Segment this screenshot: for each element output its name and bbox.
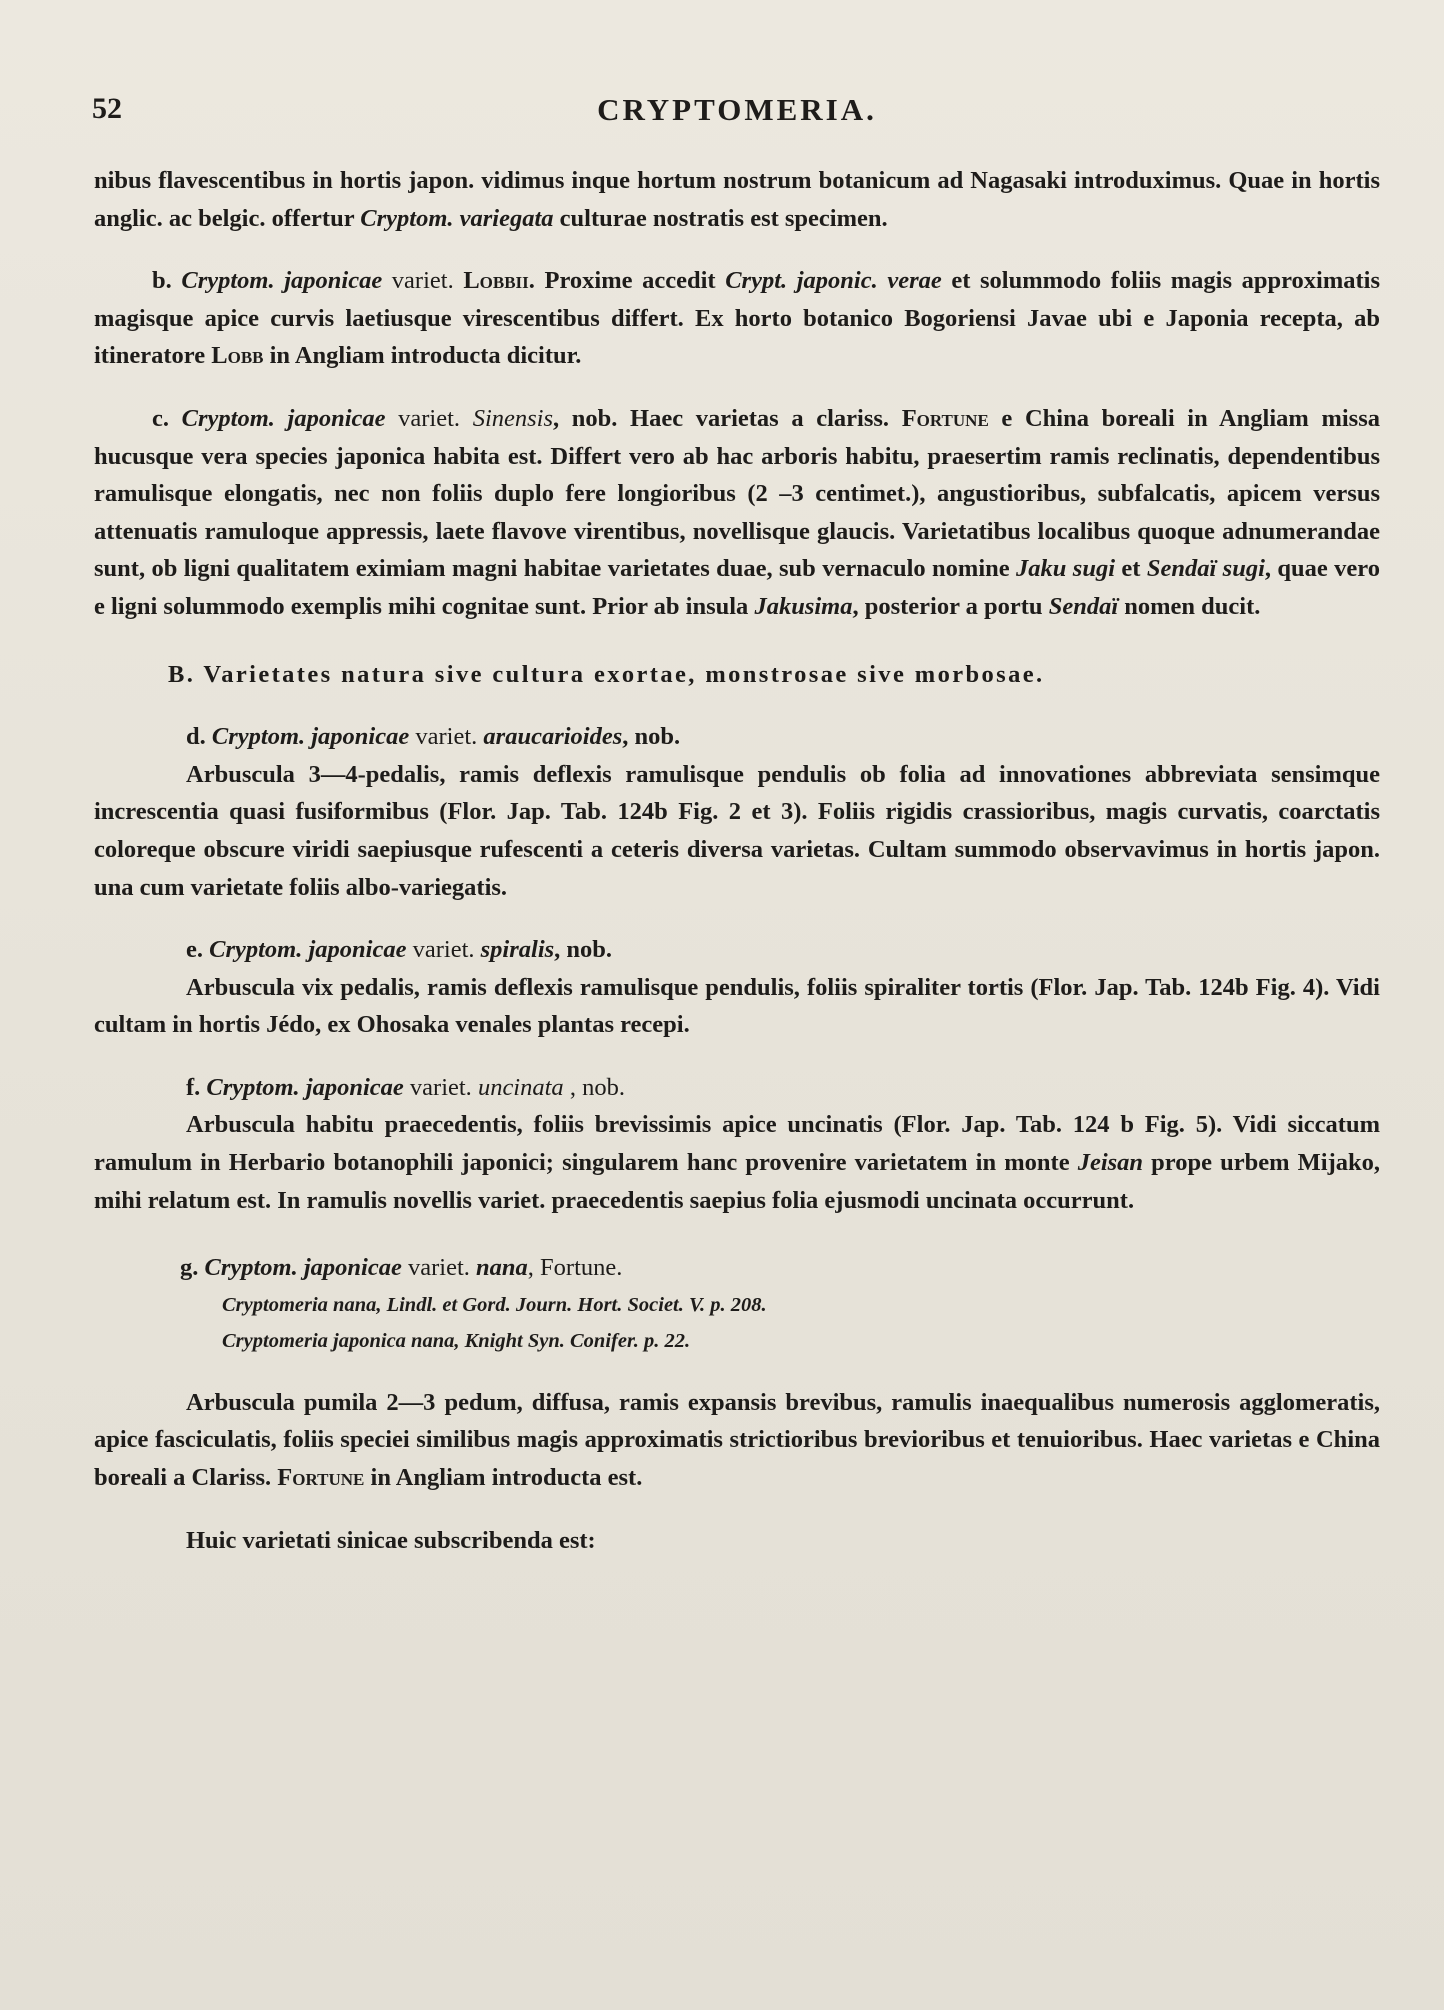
section-heading-b: B. Varietates natura sive cultura exortae, monstrosae sive morbosae. — [168, 660, 1045, 688]
paragraph-variety-e: Arbuscula vix pedalis, ramis deflexis ramulisque pendulis, foliis spiraliter tortis (Flor. Jap. Tab. 124b Fig. 4). Vidi cultam in hortis Jédo, ex Ohosaka venales plantas recepi. — [94, 973, 1380, 1039]
closing-line: Huic varietati sinicae subscribenda est: — [186, 1526, 596, 1554]
page-header — [92, 92, 1382, 142]
variety-heading-g: g. Cryptom. japonicae variet. nana, Fortune. — [180, 1254, 623, 1282]
paragraph-continuation: nibus flavescentibus in hortis japon. vidimus inque hortum nostrum botanicum ad Nagasaki introduximus. Quae in hortis anglic. ac belgic. offertur Cryptom. variegata culturae nostratis est specimen. — [94, 167, 1380, 232]
running-title: CRYPTOMERIA. — [597, 92, 877, 127]
page-body — [94, 162, 1380, 1559]
paragraph-variety-f: Arbuscula habitu praecedentis, foliis brevissimis apice uncinatis (Flor. Jap. Tab. 124 b Fig. 5). Vidi siccatum ramulum in Herbario botanophili japonici; singularem hanc provenire varietatem in monte Jeisan prope urbem Mijako, mihi relatum est. In ramulis novellis variet. praecedentis saepius folia ejusmodi uncinata occurrunt. — [94, 1111, 1380, 1214]
paragraph-variety-d: Arbuscula 3—4-pedalis, ramis deflexis ramulisque pendulis ob folia ad innovationes abbreviata sensimque increscentia quasi fusiformibus (Flor. Jap. Tab. 124b Fig. 2 et 3). Foliis rigidis crassioribus, magis curvatis, coarctatis coloreque obscure viridi saepiusque rufescenti a ceteris diversa varietas. Cultam summodo observavimus in hortis japon. una cum varietate foliis albo-variegatis. — [94, 760, 1380, 901]
reference-line: Cryptomeria nana, Lindl. et Gord. Journ. Hort. Societ. V. p. 208. — [222, 1293, 767, 1316]
variety-heading-e: e. Cryptom. japonicae variet. spiralis, nob. — [186, 936, 613, 964]
reference-line: Cryptomeria japonica nana, Knight Syn. Conifer. p. 22. — [222, 1329, 691, 1352]
page-number: 52 — [92, 92, 122, 125]
paragraph-variety-g: Arbuscula pumila 2—3 pedum, diffusa, ramis expansis brevibus, ramulis inaequalibus numerosis agglomeratis, apice fasciculatis, foliis speciei similibus magis approximatis strictioribus brevioribus et tenuioribus. Haec varietas e China boreali a Clariss. Fortune in Angliam introducta est. — [94, 1388, 1380, 1492]
paragraph-variety-c: c. Cryptom. japonicae variet. Sinensis, nob. Haec varietas a clariss. Fortune e China boreali in Angliam missa hucusque vera species japonica habita est. Differt vero ab hac arboris habitu, praesertim ramis reclinatis, dependentibus ramulisque elongatis, nec non foliis duplo fere longioribus (2 –3 centimet.), angustioribus, subfalcatis, apicem versus attenuatis ramuloque appressis, laete flavove virentibus, novellisque glaucis. Varietatibus localibus quoque adnumerandae sunt, ob ligni qualitatem eximiam magni habitae varietates duae, sub vernaculo nomine Jaku sugi et Sendaï sugi, quae vero e ligni solummodo exemplis mihi cognitae sunt. Prior ab insula Jakusima, posterior a portu Sendaï nomen ducit. — [94, 404, 1380, 620]
variety-heading-f: f. Cryptom. japonicae variet. uncinata , nob. — [186, 1073, 625, 1101]
paragraph-variety-b: b. Cryptom. japonicae variet. Lobbii. Proxime accedit Crypt. japonic. verae et solummodo foliis magis approximatis magisque apice curvis laetiusque virescentibus differt. Ex horto botanico Bogoriensi Javae ubi e Japonia recepta, ab itineratore Lobb in Angliam introducta dicitur. — [94, 267, 1380, 370]
variety-heading-d: d. Cryptom. japonicae variet. araucarioides, nob. — [186, 723, 681, 751]
